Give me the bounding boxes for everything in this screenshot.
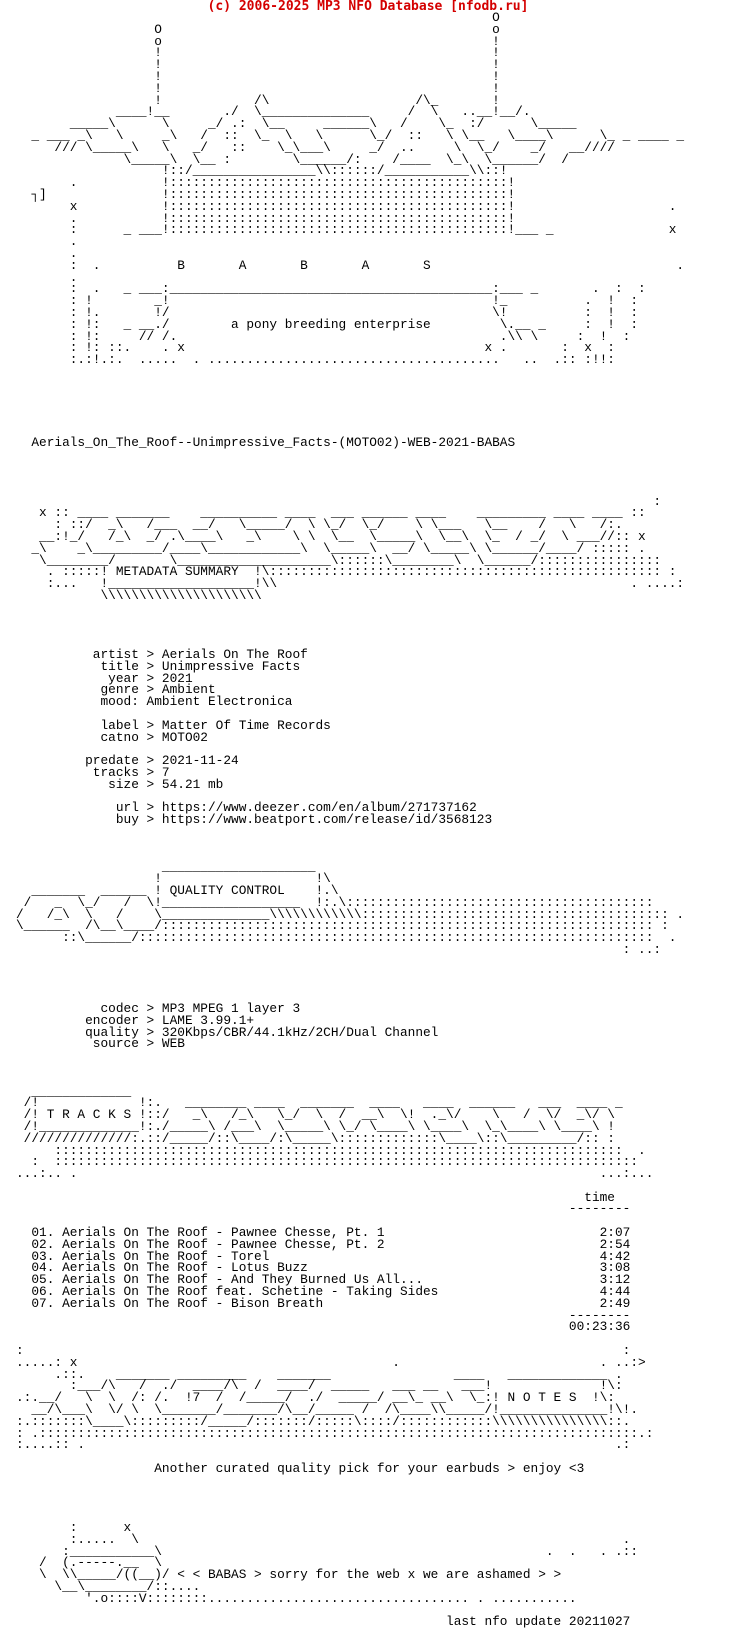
nfo-line (16, 1487, 684, 1499)
nfo-line: : ..: (16, 941, 662, 957)
nfo-line: . :::::! METADATA SUMMARY !\::::::::::::::::::::::::::::::::::::::::::::::::::: : (16, 564, 677, 580)
nfo-line: .....: x . . ..:> (16, 1354, 646, 1370)
nfo-line: : : (16, 1343, 631, 1359)
nfo-line: \_____\ \__ : \______/: /____ \_\ \______/ / (16, 151, 569, 167)
nfo-line: :....:: . .: (16, 1437, 631, 1453)
nfo-line: artist > Aerials On The Roof (16, 647, 308, 663)
nfo-line: title > Unimpressive Facts (16, 658, 301, 674)
nfo-line: '.o::::V::::::::.................................. . ........... (16, 1590, 577, 1606)
nfo-line: : _ ___!::::::::::::::::::::::::::::::::::::::::::::!___ _ x (16, 222, 677, 238)
nfo-line: . (16, 245, 78, 261)
nfo-line: last nfo update 20211027 (16, 1614, 631, 1629)
nfo-line: mood: Ambient Electronica (16, 694, 293, 710)
nfo-line: _____\ \ _/ .: \__ ______\ / \_ :/ \_____ (16, 116, 577, 132)
nfo-line: : . B A B A S . (16, 257, 685, 273)
nfo-line (16, 979, 684, 991)
nfo-line: : .::::::::::::::::::::::::::::::::::::::::::::::::::::::::::::::::::::::::::::::.: (16, 1425, 654, 1441)
nfo-line: : x (16, 1520, 132, 1535)
nfo-line: 02. Aerials On The Roof - Pawnee Chesse, Pt. 2 2:54 (16, 1236, 631, 1252)
nfo-line: catno > MOTO02 (16, 729, 208, 745)
nfo-line: . (16, 234, 78, 250)
nfo-line: O o (16, 21, 500, 37)
nfo-line: 04. Aerials On The Roof - Lotus Buzz 3:08 (16, 1260, 631, 1276)
nfo-line (16, 1050, 684, 1062)
nfo-line: /!_____________!:./_____\ /___\ \_____\ \_/ \____\ \____\ \_\____\ \____\ ! (16, 1118, 615, 1134)
nfo-line: /! T R A C K S !::/ _\ /_\ \_/ \ / __\ \! ._\/ \ / \/ _\/ \ (16, 1107, 615, 1123)
nfo-line: : ::/ _\ /___ __/ \_____/ \ \_/ \_/ \ \___ \__ / \ /:. (16, 517, 623, 533)
nfo-line: :::::::::::::::::::::::::::::::::::::::::::::::::::::::::::::::::::::::::: . (16, 1142, 646, 1158)
nfo-line: codec > MP3 MPEG 1 layer 3 (16, 1000, 301, 1016)
nfo-line: . (16, 269, 78, 285)
nfo-line: !::/________________\\::::::/___________\\::! (16, 163, 508, 179)
nfo-line: . !::::::::::::::::::::::::::::::::::::::::::::! (16, 210, 516, 226)
nfo-line (16, 1475, 684, 1487)
nfo-line: ! ! (16, 57, 500, 73)
copyright-banner: (c) 2006-2025 MP3 NFO Database [nfodb.ru] (207, 0, 529, 14)
nfo-line: x !::::::::::::::::::::::::::::::::::::::::::::! . (16, 198, 677, 214)
nfo-line: __:!_/ /_\ _/ .\____\ _\ \ \ \__ \_____\ \__\ \_ / _/ \ ___//:: x (16, 529, 646, 545)
nfo-line (16, 460, 684, 472)
nfo-line: ____________________ (16, 859, 316, 875)
nfo-line: :... !___________________!\\ . ....: (16, 576, 685, 592)
nfo-line: Aerials_On_The_Roof--Unimpressive_Facts-(MOTO02)-WEB-2021-BABAS (16, 434, 516, 450)
nfo-line (16, 614, 684, 626)
nfo-line: :.:!.:. ..... . ...................................... .. .:: :!!: (16, 352, 615, 368)
nfo-line: . !::::::::::::::::::::::::::::::::::::::::::::! (16, 175, 516, 191)
nfo-line: ! ! (16, 68, 500, 84)
nfo-line: //////////////:.::/_____/::\____/:\_____\:::::::::::::\____\::\_________/:: : (16, 1130, 615, 1146)
nfo-line: 05. Aerials On The Roof - And They Burned Us All... 3:12 (16, 1272, 631, 1288)
nfo-line: : !: ::. . x x . : x : (16, 340, 615, 356)
nfo-line: 03. Aerials On The Roof - Torel 4:42 (16, 1248, 631, 1264)
nfo-line (16, 390, 684, 402)
nfo-line: ...:.. . ...:... (16, 1166, 654, 1182)
nfo-line: ! ! (16, 45, 500, 61)
nfo-line: x :: ____ _______ __________ ____ ___ ______ ____ _________ ____ ____ :: (16, 505, 646, 521)
nfo-line: tracks > 7 (16, 765, 170, 780)
nfo-line: : !: _ __./ a pony breeding enterprise \.__ _ : ! : (16, 316, 639, 332)
nfo-line: Another curated quality pick for your earbuds > enjoy <3 (16, 1461, 585, 1477)
nfo-line: ! /\ /\_ ! (16, 92, 500, 108)
nfo-line (16, 968, 684, 980)
nfo-line (16, 838, 684, 850)
nfo-line: ____!__ ./ \______________ / \ ..__!__/. (16, 104, 531, 120)
nfo-line: __/\___\ \/ \ \_______/_______/\__/_____ / /\____\\_____/!______________!\!. (16, 1402, 639, 1418)
nfo-line (16, 378, 684, 390)
nfo-line: : (16, 493, 662, 509)
nfo-line: _____________ (16, 1083, 132, 1099)
nfo-line: _______ ______ ! QUALITY CONTROL !.\ (16, 882, 339, 898)
nfo-line: encoder > LAME 3.99.1+ (16, 1012, 255, 1028)
nfo-line: : !: // /. .\\ \ : ! : (16, 328, 631, 344)
nfo-line (16, 1605, 684, 1617)
nfo-ascii-document (16, 12, 684, 1628)
nfo-line: \ \\_____/((__)/ < < BABAS > sorry for the web x we are ashamed > > (16, 1567, 562, 1583)
nfo-line: .::. _______ _________ _______ ____ _____________ . (16, 1366, 623, 1382)
nfo-line (16, 956, 684, 968)
nfo-line (16, 625, 684, 637)
nfo-line: quality > 320Kbps/CBR/44.1kHz/2CH/Dual Channel (16, 1024, 439, 1040)
nfo-line: label > Matter Of Time Records (16, 717, 331, 733)
nfo-line: ! !\ (16, 871, 331, 887)
nfo-line: _\ _\_________/____\____________\ \_____\ __/ \_____\ \______/____/ ::::: . (16, 540, 646, 556)
nfo-line (16, 602, 684, 614)
nfo-line: : . _ ___:__________________________________________:___ _ . : : (16, 281, 646, 297)
nfo-line: year > 2021 (16, 670, 193, 686)
nfo-line: : :::::::::::::::::::::::::::::::::::::::::::::::::::::::::::::::::::::::::::: (16, 1154, 639, 1170)
nfo-line: :___________\ . . . .:: (16, 1543, 639, 1559)
nfo-line: -------- (16, 1307, 631, 1323)
nfo-line: \________/ \____________________\::::::\________\ \______/:::::::::::::::: (16, 552, 662, 568)
nfo-line: -------- (16, 1201, 631, 1217)
nfo-line: / (.-----.__ \ (16, 1555, 162, 1571)
nfo-line: 01. Aerials On The Roof - Pawnee Chesse, Pt. 1 2:07 (16, 1225, 631, 1241)
nfo-line: \______ /\__\____/:::::::::::::::::::::::::::::::::::::::::::::::::::::::::::::::: : (16, 918, 669, 934)
nfo-line: ! ! (16, 80, 500, 96)
nfo-line: time (16, 1189, 615, 1205)
nfo-line: /// \_____\ \ _/ :: \_\___\ _/ .. \ \_/ _/ __//// (16, 139, 615, 155)
nfo-line: / _ \_/ / \!__________________ !:.\:::::::::::::::::::::::::::::::::::::::: (16, 894, 654, 910)
nfo-line: url > https://www.deezer.com/en/album/271737162 (16, 800, 477, 816)
nfo-line: 00:23:36 (16, 1319, 631, 1335)
nfo-line: \\\\\\\\\\\\\\\\\\\\\ (16, 588, 262, 604)
nfo-line: 06. Aerials On The Roof feat. Schetine - Taking Sides 4:44 (16, 1284, 631, 1300)
nfo-line: :___/\ / ./ ____/\ / ____/ _____ ___ __ ___! !\: (16, 1378, 623, 1394)
nfo-line (16, 1062, 684, 1074)
nfo-line: :.:::::::\____\:::::::::/_____/:::::::/:::::\::::/::::::::::::\\\\\\\\\\\\\\\::. (16, 1413, 631, 1429)
nfo-line (16, 448, 684, 460)
nfo-line: ::\______/::::::::::::::::::::::::::::::::::::::::::::::::::::::::::::::::::: . (16, 930, 677, 946)
nfo-line: / /_\ \ / \______________\\\\\\\\\\\\:::::::::::::::::::::::::::::::::::::::: . (16, 906, 685, 922)
nfo-line (16, 472, 684, 484)
nfo-line (16, 826, 684, 838)
nfo-line: : !. !/ \! : ! : (16, 304, 639, 320)
nfo-line: /! !:. ________ ____ _______ ____ ____ ______ ___ ____ _ (16, 1095, 623, 1111)
nfo-line (16, 1498, 684, 1510)
nfo-line (16, 401, 684, 413)
nfo-line (16, 413, 684, 425)
nfo-line: O (16, 10, 500, 25)
nfo-line: source > WEB (16, 1036, 185, 1052)
nfo-line: _ ___ _\ \ _\ / :: \_ \ \ \_/ :: \ \__ \____\ \_ _ ____ _ (16, 127, 685, 143)
nfo-line: .:.__/ \ \ /: /. !7 / /_____/ ./ _____/ __\_ __\ \_:! N O T E S !\: (16, 1390, 615, 1406)
nfo-line: size > 54.21 mb (16, 776, 224, 792)
nfo-line: o ! (16, 33, 500, 49)
nfo-line: \__\________/::.... (16, 1578, 201, 1594)
nfo-line: predate > 2021-11-24 (16, 753, 239, 769)
nfo-line: ┐] !::::::::::::::::::::::::::::::::::::::::::::! (16, 186, 516, 202)
nfo-line: 07. Aerials On The Roof - Bison Breath 2:49 (16, 1295, 631, 1311)
nfo-line: :..... \ . (16, 1531, 631, 1547)
nfo-line (16, 366, 684, 378)
nfo-line: genre > Ambient (16, 682, 216, 698)
nfo-line: : ! _! !_ . ! : (16, 293, 639, 309)
nfo-line: buy > https://www.beatport.com/release/id/3568123 (16, 812, 493, 828)
